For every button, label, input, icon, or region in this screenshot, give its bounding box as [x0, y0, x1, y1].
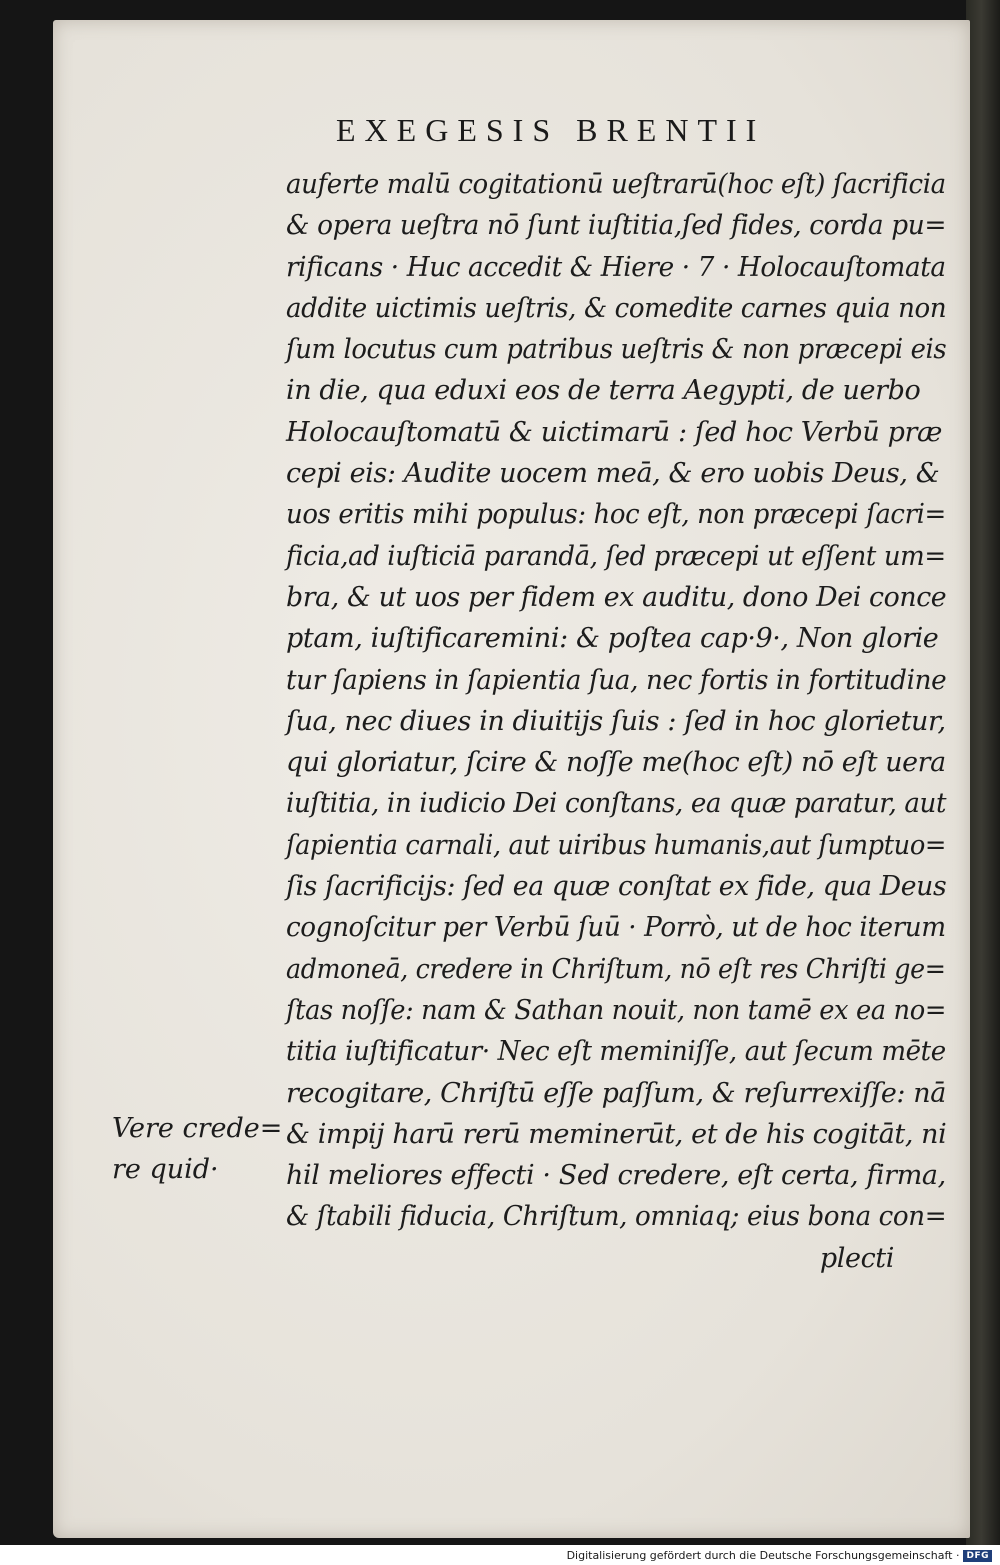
funding-credit	[567, 1549, 992, 1562]
text-line: ficia,ad iuſticiā parandā, ſed præcepi ut eſſent um=	[286, 540, 946, 572]
text-line: & opera ueſtra nō ſunt iuſtitia,ſed fides, corda pu=	[286, 210, 947, 242]
text-line: auferte malū cogitationū ueſtrarū(hoc eſt) ſacrificia	[286, 169, 946, 200]
text-line: recogitare, Chriſtū eſſe paſſum, & reſurrexiſſe: nā	[286, 1077, 946, 1109]
text-line: qui gloriatur, ſcire & noſſe me(hoc eſt) nō eſt uera	[286, 747, 946, 779]
credit-text: Digitalisierung gefördert durch die Deutsche Forschungsgemeinschaft ·	[566, 1549, 960, 1562]
text-line: admoneā, credere in Chriſtum, nō eſt res Chriſti ge=	[286, 953, 946, 985]
text-line: uos eritis mihi populus: hoc eſt, non præcepi ſacri=	[286, 499, 946, 531]
book-edge	[966, 0, 1000, 1545]
marginal-note-line: re quid·	[112, 1154, 219, 1185]
text-line: ſua, nec diues in diuitijs ſuis : ſed in hoc glorietur,	[286, 705, 946, 737]
running-head: EXEGESIS BRENTII	[336, 112, 766, 148]
text-line: cepi eis: Audite uocem meā, & ero uobis Deus, &	[286, 458, 940, 490]
text-line: addite uictimis ueſtris, & comedite carnes quia non	[286, 292, 947, 324]
text-line: bra, & ut uos per fidem ex auditu, dono Dei conce	[286, 581, 947, 613]
text-line: ſapientia carnali, aut uiribus humanis,aut ſumptuo=	[286, 829, 947, 861]
footer-bar	[0, 1545, 1000, 1565]
text-line: ſum locutus cum patribus ueſtris & non præcepi eis	[286, 334, 947, 366]
text-line: Holocauſtomatū & uictimarū : ſed hoc Verbū præ	[286, 416, 942, 448]
text-line: hil meliores effecti · Sed credere, eſt certa, firma,	[286, 1160, 946, 1192]
marginal-note-line: Vere crede=	[112, 1113, 283, 1144]
text-line: cognoſcitur per Verbū ſuū · Porrò, ut de hoc iterum	[286, 912, 946, 944]
text-line: in die, qua eduxi eos de terra Aegypti, de uerbo	[286, 375, 921, 407]
catchword: plecti	[819, 1242, 894, 1274]
marginal-note	[112, 1108, 282, 1190]
text-line: ſtas noſſe: nam & Sathan nouit, non tamē ex ea no=	[286, 994, 946, 1026]
dfg-logo-icon: DFG	[963, 1550, 992, 1562]
text-line: titia iuſtificatur· Nec eſt meminiſſe, aut ſecum mēte	[286, 1036, 946, 1068]
text-line: & ſtabili fiducia, Chriſtum, omniaq; eius bona con=	[286, 1201, 947, 1233]
text-line: rificans · Huc accedit & Hiere · 7 · Holocauſtomata	[286, 251, 946, 283]
text-line: ſis ſacrificijs: ſed ea quæ conſtat ex fide, qua Deus	[286, 871, 947, 903]
text-line: ptam, iuſtificaremini: & poſtea cap·9·, Non glorie	[286, 623, 939, 655]
text-line: & impij harū rerū meminerūt, et de his cogitāt, ni	[286, 1118, 947, 1150]
text-line: iuſtitia, in iudicio Dei conſtans, ea quæ paratur, aut	[286, 788, 947, 820]
body-text	[286, 164, 946, 1279]
text-line: tur ſapiens in ſapientia ſua, nec fortis in fortitudine	[286, 664, 947, 696]
